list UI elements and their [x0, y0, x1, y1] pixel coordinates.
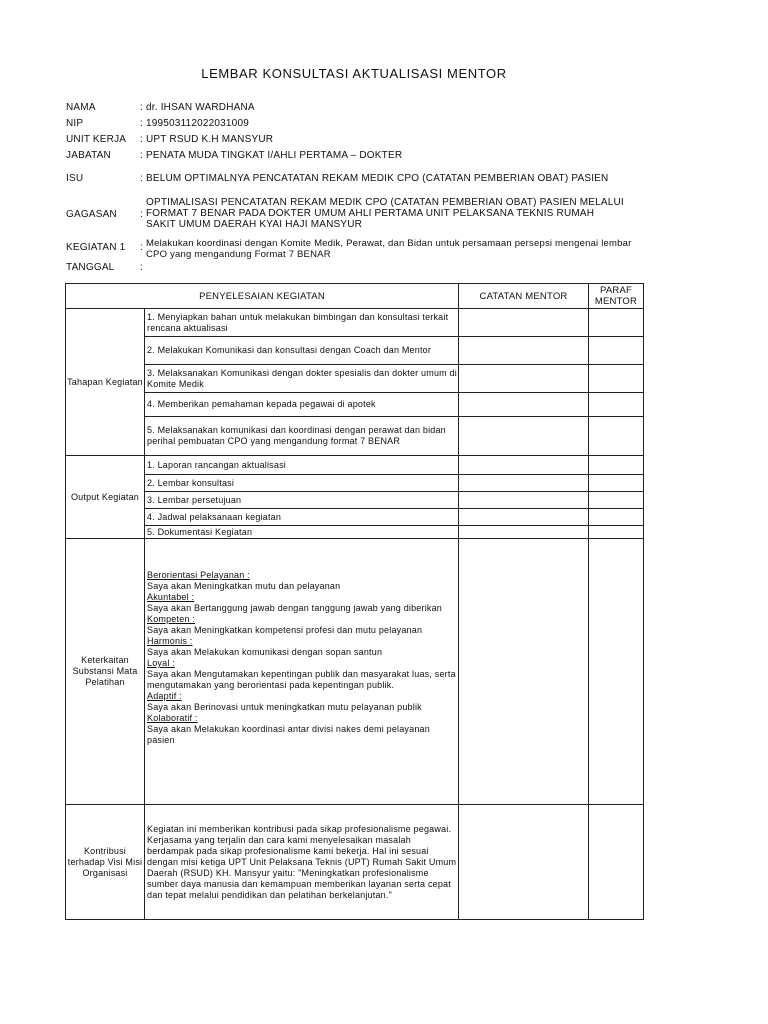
output-item: 5. Dokumentasi Kegiatan: [145, 526, 459, 539]
paraf-cell[interactable]: [589, 337, 644, 365]
paraf-cell[interactable]: [589, 456, 644, 475]
section-tahapan-label: Tahapan Kegiatan: [66, 309, 145, 456]
table-row: [66, 456, 644, 475]
value-heading: Akuntabel :: [147, 592, 195, 602]
catatan-cell[interactable]: [459, 492, 589, 509]
field-isu-label: ISU: [66, 173, 84, 184]
kontribusi-text: Kegiatan ini memberikan kontribusi pada sikap profesionalisme pegawai. Kerjasama yang terjalin dan cara kami menyelesaikan masalah berdampak pada sikap profesionalisme kami bekerja. Hal ini sesuai dengan misi ketiga UPT Unit Pelaksana Teknis (UPT) Rumah Sakit Umum Daerah (RSUD) KH. Mansyur yaitu: "Meningkatkan profesionalisme sumber daya manusia dan kemampuan memberikan layanan serta cepat dan tepat melalui pendidikan dan pelatihan berkelanjutan.": [145, 805, 459, 920]
field-unit-label: UNIT KERJA: [66, 134, 127, 145]
field-nama-label: NAMA: [66, 102, 96, 113]
field-nama-value: dr. IHSAN WARDHANA: [146, 102, 255, 113]
table-row: [66, 417, 644, 456]
catatan-cell[interactable]: [459, 805, 589, 920]
document-title: LEMBAR KONSULTASI AKTUALISASI MENTOR: [201, 66, 507, 81]
header-penyelesaian: PENYELESAIAN KEGIATAN: [66, 284, 459, 309]
header-catatan: CATATAN MENTOR: [459, 284, 589, 309]
paraf-cell[interactable]: [589, 417, 644, 456]
catatan-cell[interactable]: [459, 309, 589, 337]
tahapan-item: 4. Memberikan pemahaman kepada pegawai di apotek: [145, 393, 459, 417]
table-row: [66, 393, 644, 417]
value-text: Saya akan Melakukan koordinasi antar divisi nakes demi pelayanan pasien: [147, 724, 430, 745]
catatan-cell[interactable]: [459, 337, 589, 365]
value-heading: Berorientasi Pelayanan :: [147, 570, 250, 580]
keterkaitan-content: [145, 539, 459, 805]
table-row: [66, 475, 644, 492]
field-gagasan-value: OPTIMALISASI PENCATATAN REKAM MEDIK CPO (CATATAN PEMBERIAN OBAT) PASIEN MELALUI FORMAT 7 BENAR PADA DOKTER UMUM AHLI PERTAMA UNIT PELAKSANA TEKNIS RUMAH SAKIT UMUM DAERAH KYAI HAJI MANSYUR: [146, 197, 624, 230]
value-heading: Adaptif :: [147, 691, 182, 701]
catatan-cell[interactable]: [459, 393, 589, 417]
tahapan-item: 5. Melaksanakan komunikasi dan koordinasi dengan perawat dan bidan perihal pembuatan CPO yang mengandung format 7 BENAR: [145, 417, 459, 456]
paraf-cell[interactable]: [589, 539, 644, 805]
value-heading: Kolaboratif :: [147, 713, 198, 723]
value-heading: Harmonis :: [147, 636, 193, 646]
output-item: 2. Lembar konsultasi: [145, 475, 459, 492]
field-unit-value: UPT RSUD K.H MANSYUR: [146, 134, 274, 145]
paraf-cell[interactable]: [589, 309, 644, 337]
tahapan-item: 3. Melaksanakan Komunikasi dengan dokter spesialis dan dokter umum di Komite Medik: [145, 365, 459, 393]
output-item: 3. Lembar persetujuan: [145, 492, 459, 509]
field-jabatan-label: JABATAN: [66, 150, 111, 161]
output-item: 1. Laporan rancangan aktualisasi: [145, 456, 459, 475]
field-tanggal-label: TANGGAL: [66, 262, 115, 273]
consultation-table: [65, 283, 644, 920]
field-isu-colon: :: [140, 173, 143, 184]
catatan-cell[interactable]: [459, 509, 589, 526]
field-jabatan-value: PENATA MUDA TINGKAT I/AHLI PERTAMA – DOKTER: [146, 150, 403, 161]
field-nip-value: 199503112022031009: [146, 118, 249, 129]
value-heading: Kompeten :: [147, 614, 196, 624]
paraf-cell[interactable]: [589, 365, 644, 393]
tahapan-item: 1. Menyiapkan bahan untuk melakukan bimbingan dan konsultasi terkait rencana aktualisasi: [145, 309, 459, 337]
value-heading: Loyal :: [147, 658, 175, 668]
field-nip-colon: :: [140, 118, 143, 129]
table-row: [66, 492, 644, 509]
paraf-cell[interactable]: [589, 475, 644, 492]
field-tanggal-colon: :: [140, 262, 143, 273]
value-text: Saya akan Meningkatkan kompetensi profesi dan mutu pelayanan: [147, 625, 423, 635]
paraf-cell[interactable]: [589, 393, 644, 417]
table-row: [66, 365, 644, 393]
field-kegiatan-value: Melakukan koordinasi dengan Komite Medik, Perawat, dan Bidan untuk persamaan persepsi mengenai lembar CPO yang mengandung Format 7 BENAR: [146, 238, 632, 260]
table-row: [66, 539, 644, 805]
field-kegiatan-colon: :: [140, 242, 143, 253]
field-isu-value: BELUM OPTIMALNYA PENCATATAN REKAM MEDIK CPO (CATATAN PEMBERIAN OBAT) PASIEN: [146, 173, 609, 184]
field-gagasan-label: GAGASAN: [66, 209, 117, 220]
table-row: [66, 526, 644, 539]
field-jabatan-colon: :: [140, 150, 143, 161]
paraf-cell[interactable]: [589, 492, 644, 509]
section-keterkaitan-label: Keterkaitan Substansi Mata Pelatihan: [66, 539, 145, 805]
table-row: [66, 309, 644, 337]
value-text: Saya akan Meningkatkan mutu dan pelayanan: [147, 581, 341, 591]
field-nip-label: NIP: [66, 118, 84, 129]
catatan-cell[interactable]: [459, 475, 589, 492]
value-text: Saya akan Bertanggung jawab dengan tanggung jawab yang diberikan: [147, 603, 443, 613]
paraf-cell[interactable]: [589, 526, 644, 539]
catatan-cell[interactable]: [459, 456, 589, 475]
field-gagasan-colon: :: [140, 209, 143, 220]
table-row: [66, 337, 644, 365]
tahapan-item: 2. Melakukan Komunikasi dan konsultasi dengan Coach dan Mentor: [145, 337, 459, 365]
section-output-label: Output Kegiatan: [66, 456, 145, 539]
paraf-cell[interactable]: [589, 805, 644, 920]
field-unit-colon: :: [140, 134, 143, 145]
output-item: 4. Jadwal pelaksanaan kegiatan: [145, 509, 459, 526]
catatan-cell[interactable]: [459, 526, 589, 539]
table-row: [66, 509, 644, 526]
paraf-cell[interactable]: [589, 509, 644, 526]
value-text: Saya akan Melakukan komunikasi dengan sopan santun: [147, 647, 383, 657]
value-text: Saya akan Berinovasi untuk meningkatkan mutu pelayanan publik: [147, 702, 422, 712]
section-kontribusi-label: Kontribusi terhadap Visi Misi Organisasi: [66, 805, 145, 920]
field-nama-colon: :: [140, 102, 143, 113]
table-header-row: [66, 284, 644, 309]
catatan-cell[interactable]: [459, 539, 589, 805]
field-kegiatan-label: KEGIATAN 1: [66, 242, 126, 253]
value-text: Saya akan Mengutamakan kepentingan publik dan masyarakat luas, serta mengutamakan yang berorientasi pada kepentingan publik.: [147, 669, 456, 690]
catatan-cell[interactable]: [459, 365, 589, 393]
header-paraf: PARAF MENTOR: [589, 284, 644, 309]
catatan-cell[interactable]: [459, 417, 589, 456]
table-row: [66, 805, 644, 920]
